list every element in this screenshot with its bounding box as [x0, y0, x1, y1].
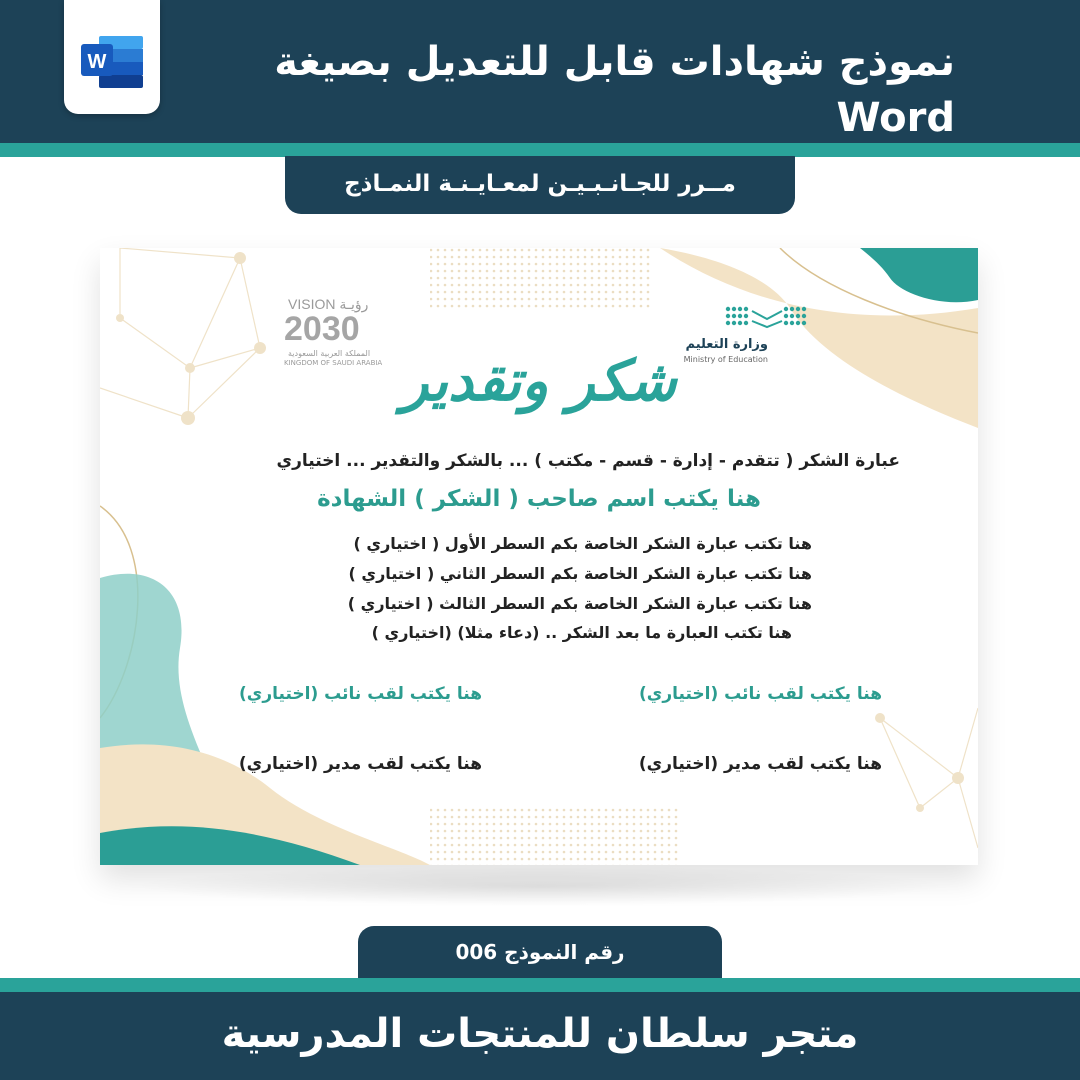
vision-year: 2030: [284, 310, 360, 348]
signature-right-deputy: هنا يكتب لقب نائب (اختياري): [639, 684, 882, 704]
ministry-emblem-icon: [724, 303, 810, 329]
thanks-line-2: هنا تكتب عبارة الشكر الخاصة بكم السطر الثاني ( اختياري ): [348, 564, 812, 583]
thanks-intro: عبارة الشكر ( تتقدم - إدارة - قسم - مكتب ) ... بالشكر والتقدير ... اختياري: [276, 451, 900, 471]
signature-left-deputy: هنا يكتب لقب نائب (اختياري): [239, 684, 482, 704]
word-icon: [77, 30, 147, 92]
signature-right-manager: هنا يكتب لقب مدير (اختياري): [638, 754, 882, 774]
swipe-hint-banner: مــرر للجـانـبـيـن لمعـايـنـة النمـاذج: [285, 156, 795, 214]
thanks-line-3: هنا تكتب عبارة الشكر الخاصة بكم السطر الثالث ( اختياري ): [347, 594, 812, 613]
model-number-badge: رقم النموذج 006: [358, 926, 722, 982]
ministry-name-en: Ministry of Education: [683, 355, 768, 364]
store-footer: متجر سلطان للمنتجات المدرسية: [0, 992, 1080, 1080]
page-title: نموذج شهادات قابل للتعديل بصيغة Word: [274, 39, 955, 141]
vision-kingdom-ar: المملكة العربية السعودية: [288, 349, 371, 358]
vision-en: VISION: [288, 296, 336, 312]
signature-left-manager: هنا يكتب لقب مدير (اختياري): [238, 754, 482, 774]
recipient-name: هنا يكتب اسم صاحب ( الشكر ) الشهادة: [317, 486, 761, 512]
thanks-line-1: هنا تكتب عبارة الشكر الخاصة بكم السطر الأول ( اختياري ): [353, 534, 812, 553]
certificate-shadow: [130, 866, 950, 906]
ministry-name-ar: وزارة التعليم: [685, 337, 768, 352]
vision-kingdom-en: KINGDOM OF SAUDI ARABIA: [284, 359, 383, 367]
vision-ar: رؤيـة: [339, 296, 369, 312]
word-app-tile: [64, 0, 160, 114]
footer-divider: [0, 978, 1080, 992]
thanks-line-4: هنا تكتب العبارة ما بعد الشكر .. (دعاء مثلا) (اختياري ): [371, 623, 792, 642]
certificate-title: شكر وتقدير: [401, 348, 677, 414]
svg-text:W: W: [87, 51, 107, 73]
certificate-preview: [100, 248, 978, 865]
